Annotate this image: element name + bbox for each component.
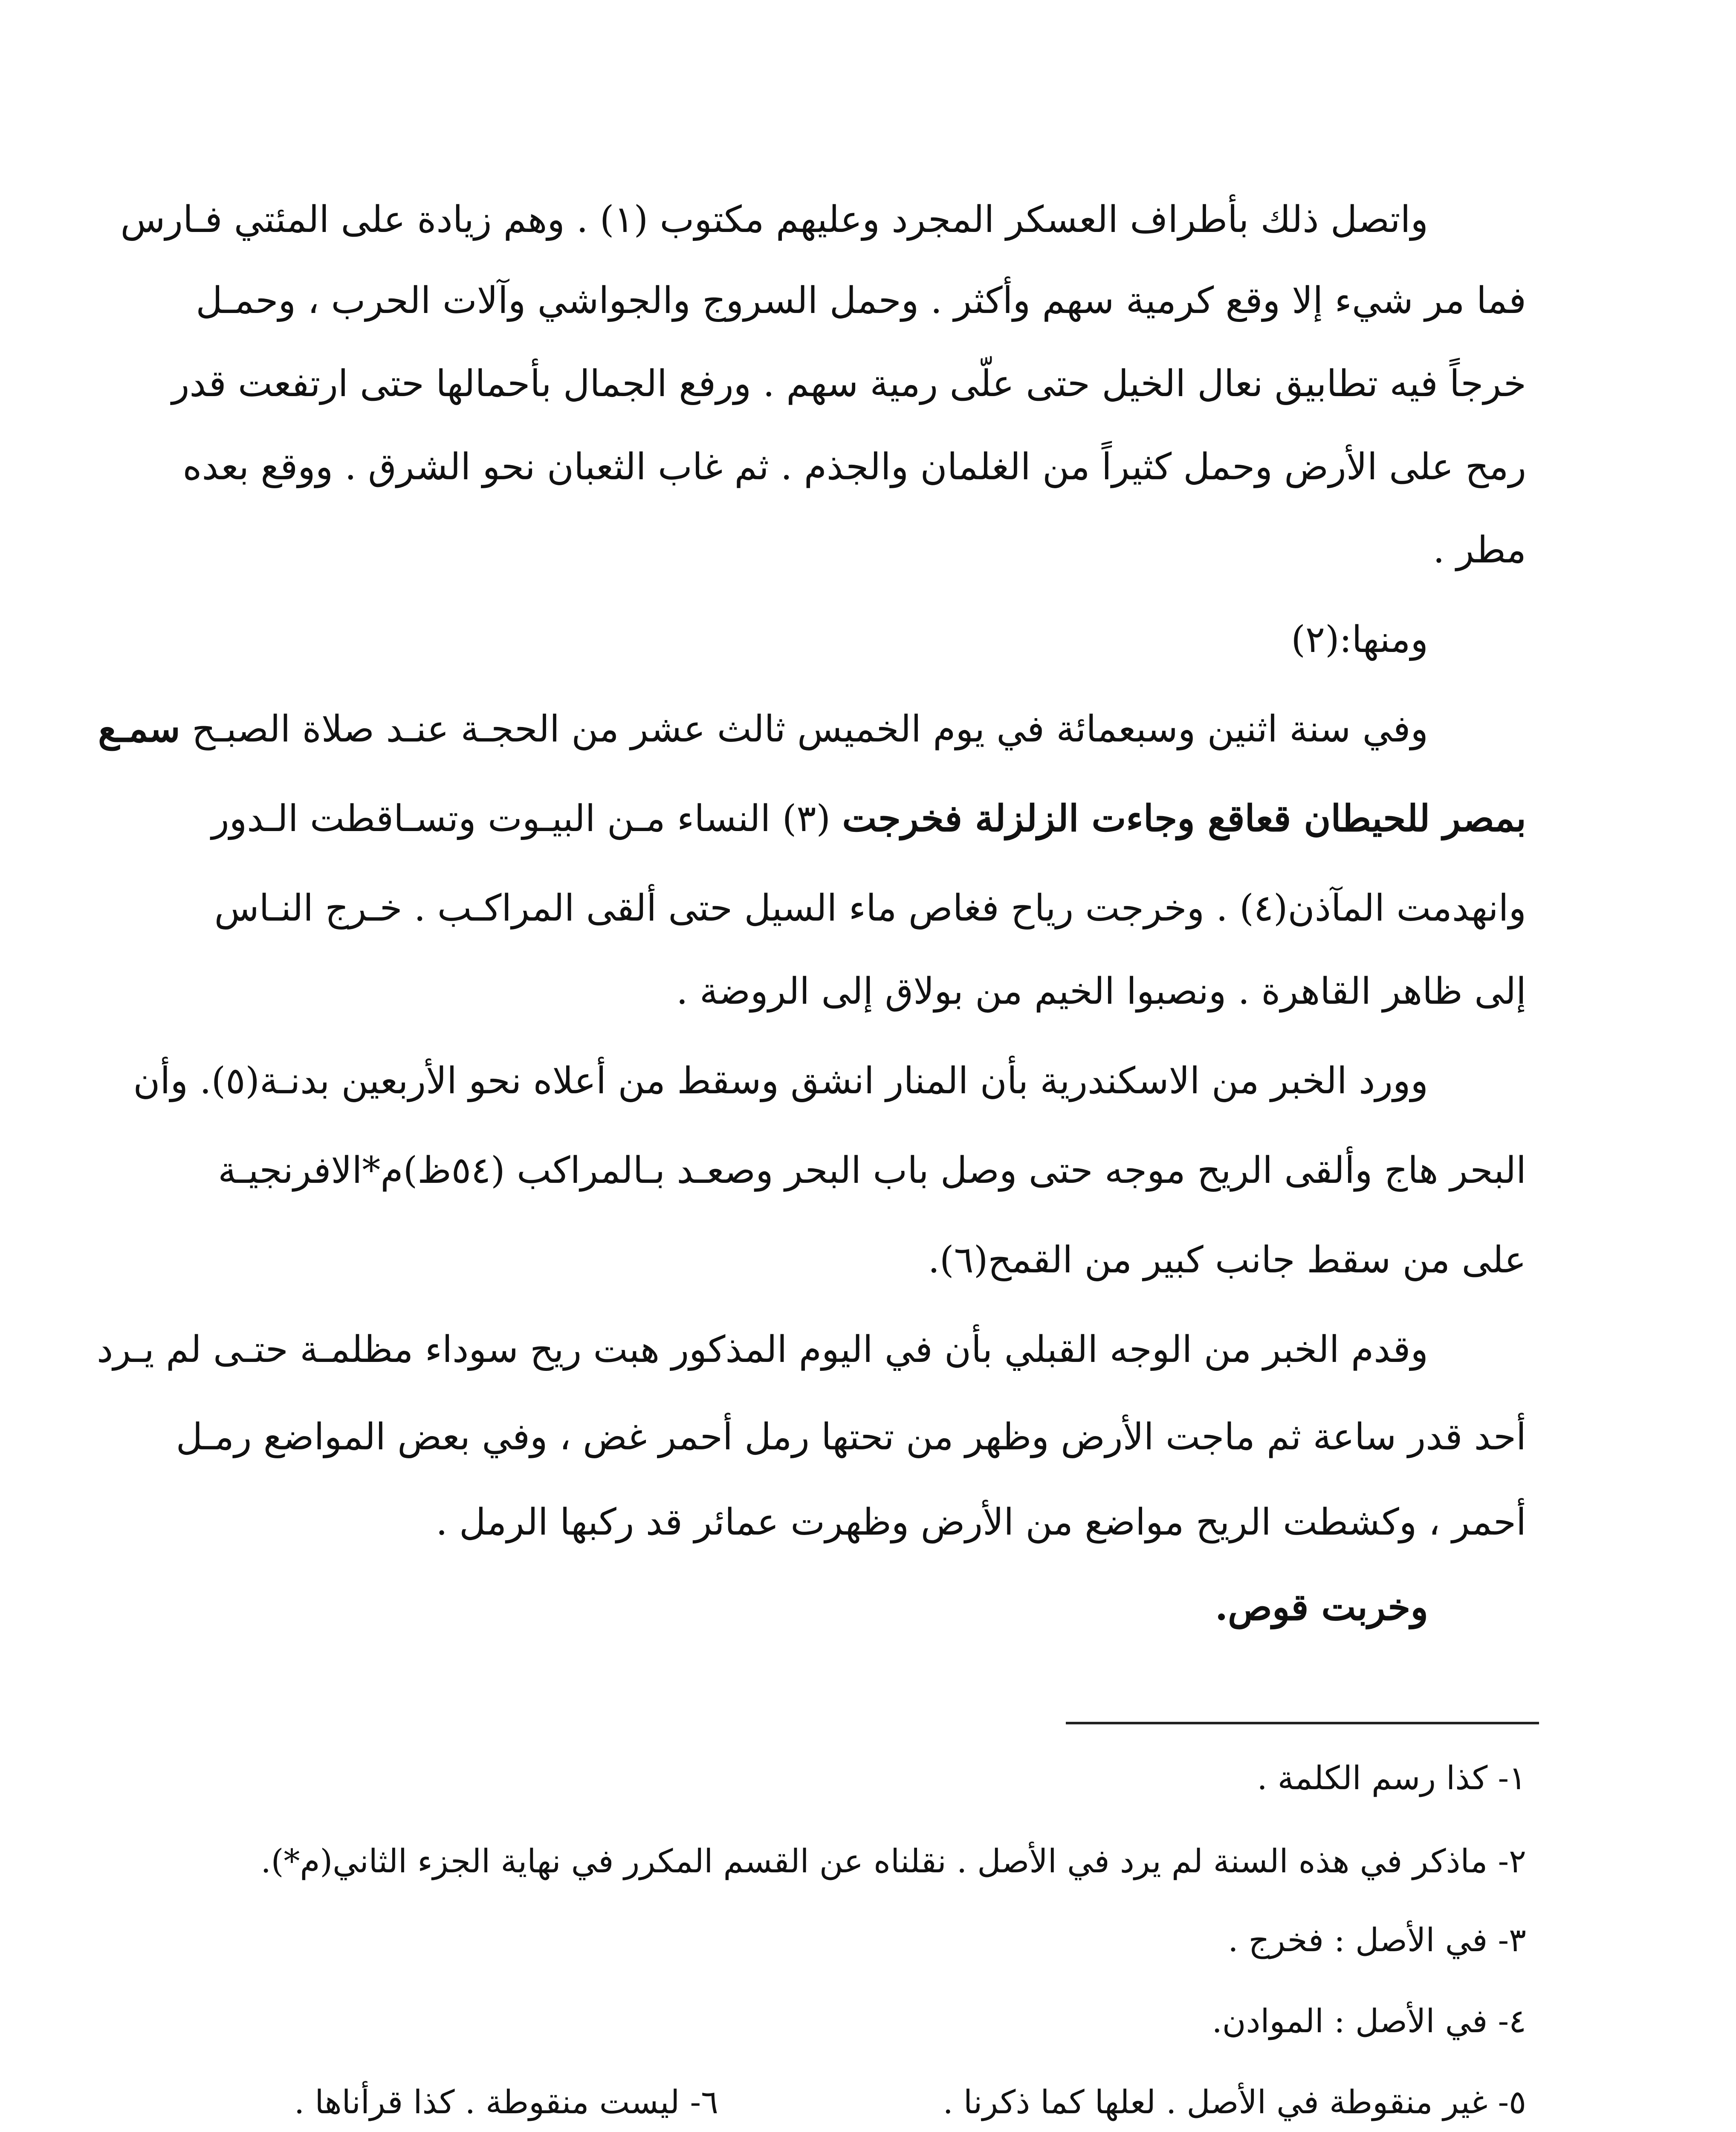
paragraph-3-line-3: وانهدمت المآذن(٤) . وخرجت رياح فغاص ماء السيل حتى ألقى المراكـب . خـرج النـاس (214, 887, 1526, 930)
paragraph-1-line-2: فما مر شيء إلا وقع كرمية سهم وأكثر . وحمل السروج والجواشي وآلات الحرب ، وحمـل (196, 279, 1526, 322)
paragraph-5-line-2: أحد قدر ساعة ثم ماجت الأرض وظهر من تحتها رمل أحمر غض ، وفي بعض المواضع رمـل (176, 1416, 1526, 1458)
footnote-6: ٦- ليست منقوطة . كذا قرأناها . (294, 2083, 718, 2121)
paragraph-1-line-1: واتصل ذلك بأطراف العسكر المجرد وعليهم مكتوب (١) . وهم زيادة على المئتي فـارس (120, 198, 1428, 241)
footnote-5: ٥- غير منقوطة في الأصل . لعلها كما ذكرنا . (943, 2083, 1526, 2121)
paragraph-3-line-2-bold: بمصر للحيطان قعاقع وجاءت الزلزلة فخرجت (842, 797, 1526, 840)
paragraph-6: وخربت قوص. (1215, 1586, 1428, 1629)
paragraph-1-line-4: رمح على الأرض وحمل كثيراً من الغلمان والجذم . ثم غاب الثعبان نحو الشرق . ووقع بعده (182, 446, 1526, 488)
footnote-2: ٢- ماذكر في هذه السنة لم يرد في الأصل . نقلناه عن القسم المكرر في نهاية الجزء الثاني(م*). (260, 1842, 1526, 1880)
paragraph-3-line-2-normal: (٣) النساء مـن البيـوت وتسـاقطت الـدور (211, 797, 831, 840)
paragraph-4-line-2: البحر هاج وألقى الريح موجه حتى وصل باب البحر وصعـد بـالمراكب (٥٤ظ)م*الافرنجيـة (218, 1149, 1526, 1192)
footnote-4: ٤- في الأصل : الموادن. (1212, 2002, 1526, 2040)
paragraph-3-line-2 (211, 793, 1526, 849)
paragraph-3-line-1-normal: وفي سنة اثنين وسبعمائة في يوم الخميس ثالث عشر من الحجـة عنـد صلاة الصبـح (192, 708, 1428, 750)
paragraph-3-line-4: إلى ظاهر القاهرة . ونصبوا الخيم من بولاق إلى الروضة . (676, 970, 1526, 1013)
paragraph-1-line-5: مطر . (1433, 529, 1526, 571)
paragraph-3-line-1 (98, 704, 1428, 759)
paragraph-2: ومنها:(٢) (1291, 618, 1428, 661)
paragraph-5-line-3: أحمر ، وكشطت الريح مواضع من الأرض وظهرت عمائر قد ركبها الرمل . (436, 1501, 1526, 1544)
paragraph-1-line-3: خرجاً فيه تطابيق نعال الخيل حتى علّى رمية سهم . ورفع الجمال بأحمالها حتى ارتفعت قدر (171, 362, 1526, 405)
paragraph-4-line-3: على من سقط جانب كبير من القمح(٦). (928, 1239, 1526, 1281)
paragraph-4-line-1: وورد الخبر من الاسكندرية بأن المنار انشق وسقط من أعلاه نحو الأربعين بدنـة(٥). وأن (133, 1060, 1428, 1102)
paragraph-3-line-1-bold: سمـع (98, 707, 180, 750)
footnote-separator (1066, 1722, 1539, 1724)
paragraph-5-line-1: وقدم الخبر من الوجه القبلي بأن في اليوم المذكور هبت ريح سوداء مظلمـة حتـى لم يـرد (96, 1328, 1428, 1371)
footnote-3: ٣- في الأصل : فخرج . (1228, 1921, 1526, 1959)
footnote-1: ١- كذا رسم الكلمة . (1257, 1759, 1526, 1797)
